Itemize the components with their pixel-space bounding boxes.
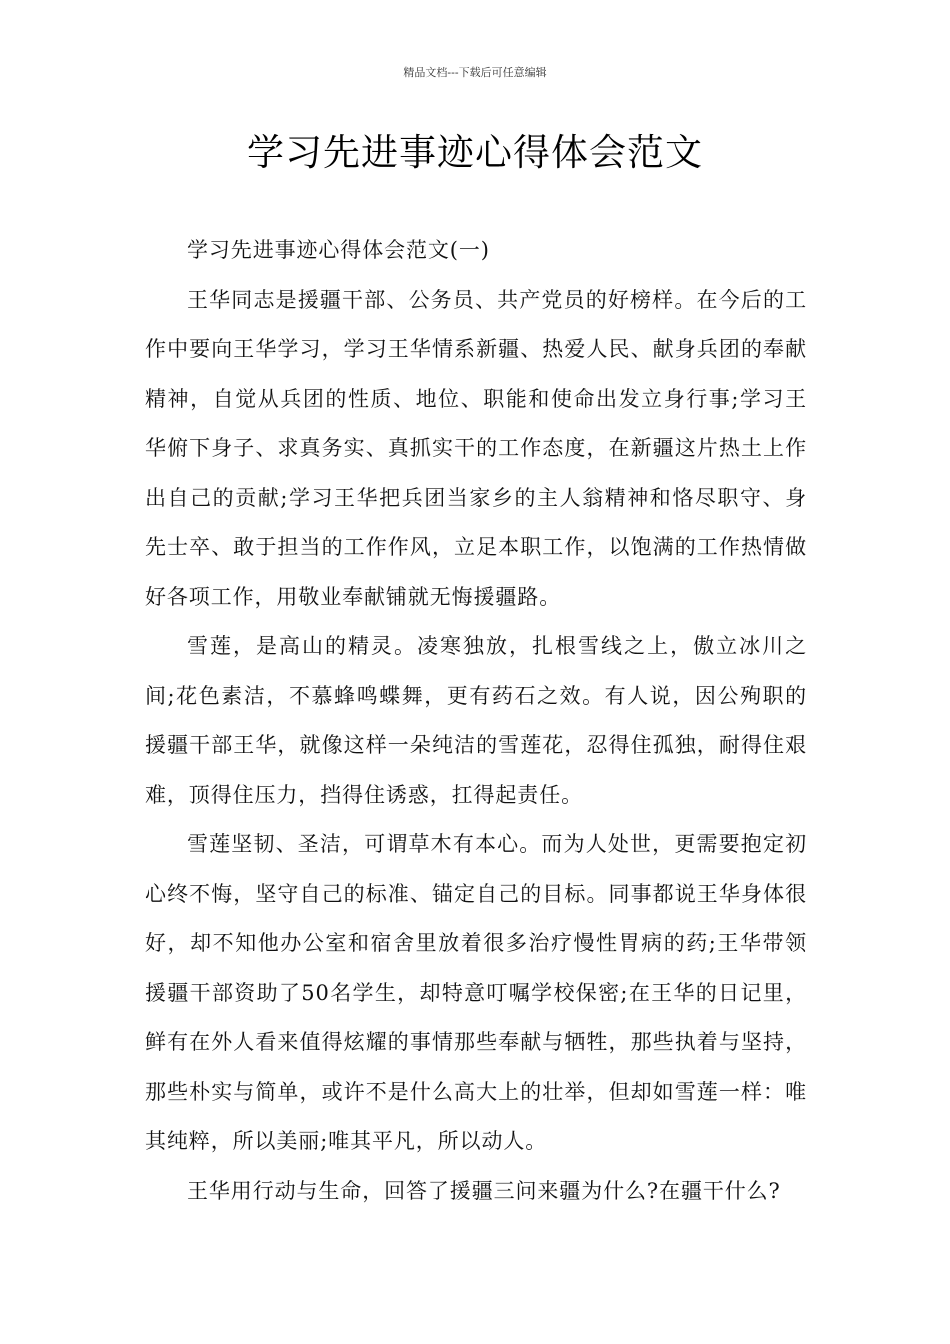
body-paragraph: 王华用行动与生命，回答了援疆三问来疆为什么?在疆干什么? bbox=[187, 1178, 781, 1203]
body-paragraph: 雪莲坚韧、圣洁，可谓草木有本心。而为人处世，更需要抱定初心终不悔，坚守自己的标准、锚定自己的目标。同事都说王华身体很好，却不知他办公室和宿舍里放着很多治疗慢性胃病的药;王华带领援疆干部资助了50名学生，却特意叮嘱学校保密;在王华的日记里，鲜有在外人看来值得炫耀的事情那些奉献与牺牲，那些执着与坚持，那些朴实与简单，或许不是什么高大上的壮举，但却如雪莲一样：唯其纯粹，所以美丽;唯其平凡，所以动人。 bbox=[145, 832, 807, 1153]
section-heading: 学习先进事迹心得体会范文(一) bbox=[187, 238, 490, 262]
header-note: 精品文档---下载后可任意编辑 bbox=[403, 66, 547, 79]
document-title: 学习先进事迹心得体会范文 bbox=[247, 131, 703, 174]
body-paragraph: 王华同志是援疆干部、公务员、共产党员的好榜样。在今后的工作中要向王华学习，学习王华情系新疆、热爱人民、献身兵团的奉献精神，自觉从兵团的性质、地位、职能和使命出发立身行事;学习王华俯下身子、求真务实、真抓实干的工作态度，在新疆这片热土上作出自己的贡献;学习王华把兵团当家乡的主人翁精神和恪尽职守、身先士卒、敢于担当的工作作风，立足本职工作，以饱满的工作热情做好各项工作，用敬业奉献铺就无悔援疆路。 bbox=[145, 287, 807, 609]
document-body bbox=[145, 226, 807, 1216]
body-paragraph: 雪莲，是高山的精灵。凌寒独放，扎根雪线之上，傲立冰川之间;花色素洁，不慕蜂鸣蝶舞，更有药石之效。有人说，因公殉职的援疆干部王华，就像这样一朵纯洁的雪莲花，忍得住孤独，耐得住艰难，顶得住压力，挡得住诱惑，扛得起责任。 bbox=[145, 634, 807, 807]
